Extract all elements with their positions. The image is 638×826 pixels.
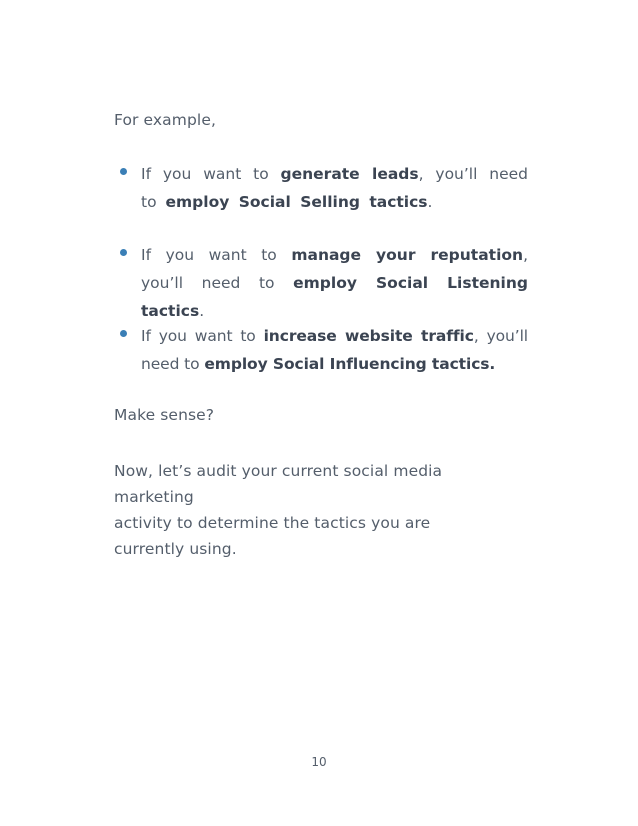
bullet-goal: manage your reputation: [291, 246, 524, 264]
bullet-tactic: employ Social Selling tactics: [165, 193, 428, 211]
bullet-item: [120, 160, 528, 216]
audit-line: activity to determine the tactics you are: [114, 514, 431, 532]
bullet-post: .: [427, 193, 433, 211]
bullet-goal: increase website traffic: [263, 327, 474, 345]
bullet-goal: generate leads: [280, 165, 419, 183]
bullet-text: [141, 241, 528, 325]
bullet-pre: If you want to: [141, 246, 292, 264]
bullet-pre: If you want to: [141, 327, 264, 345]
page-number: 10: [311, 755, 327, 769]
bullet-text: [141, 160, 528, 216]
bullet-tactic: employ Social Influencing tactics.: [204, 355, 496, 373]
bullet-pre: If you want to: [141, 165, 281, 183]
audit-paragraph: [114, 458, 526, 562]
bullet-dot-icon: [120, 168, 127, 175]
bullet-dot-icon: [120, 249, 127, 256]
bullet-mid: , you’ll need to: [141, 165, 528, 211]
bullet-text: [141, 322, 528, 378]
intro-text: For example,: [114, 111, 216, 129]
bullet-tactic: employ Social Listening tactics: [141, 274, 528, 320]
bullet-item: [120, 322, 528, 378]
audit-line: currently using.: [114, 540, 237, 558]
bullet-mid: , you’ll need to: [141, 246, 528, 292]
make-sense-text: Make sense?: [114, 406, 215, 424]
audit-line: Now, let’s audit your current social media marketing: [114, 462, 443, 506]
bullet-mid: , you’ll need to: [141, 327, 529, 373]
bullet-post: .: [199, 302, 205, 320]
bullet-dot-icon: [120, 330, 127, 337]
bullet-item: [120, 241, 528, 325]
